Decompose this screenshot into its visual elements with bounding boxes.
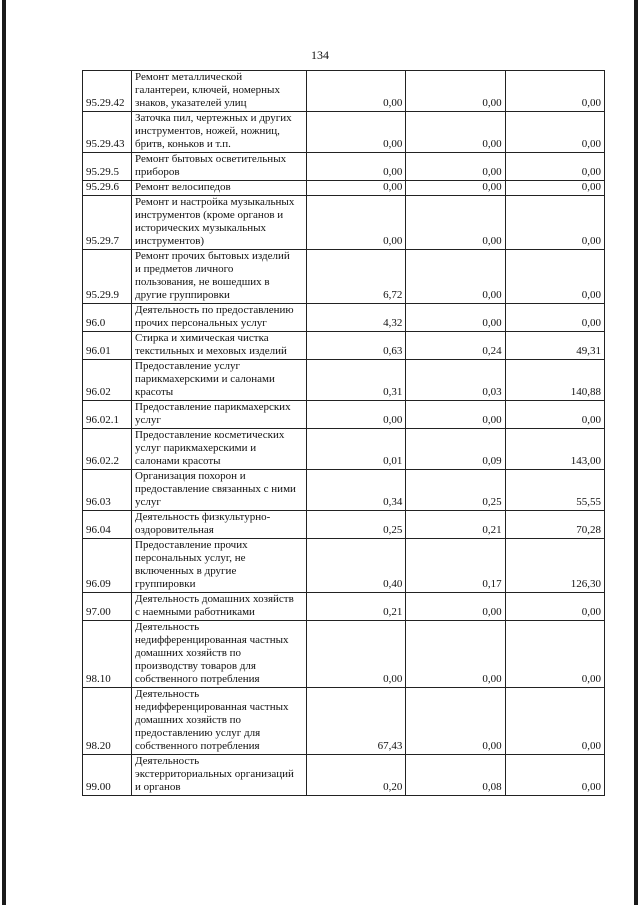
table-row — [83, 153, 605, 181]
table-row — [83, 196, 605, 250]
row-value-2: 0,00 — [406, 304, 505, 332]
table-body — [83, 71, 605, 796]
row-name: Ремонт и настройка музыкальных инструментов (кроме органов и исторических музыкальных инструментов) — [132, 196, 307, 250]
row-value-3: 0,00 — [505, 196, 604, 250]
table-row — [83, 755, 605, 796]
row-value-1: 0,34 — [307, 470, 406, 511]
row-value-3: 0,00 — [505, 401, 604, 429]
row-name: Ремонт прочих бытовых изделий и предметов личного пользования, не вошедших в другие группировки — [132, 250, 307, 304]
table-row — [83, 332, 605, 360]
row-value-3: 0,00 — [505, 181, 604, 196]
row-code: 95.29.5 — [83, 153, 132, 181]
row-value-3: 0,00 — [505, 153, 604, 181]
page-number: 134 — [311, 48, 329, 62]
row-code: 99.00 — [83, 755, 132, 796]
row-value-3: 126,30 — [505, 539, 604, 593]
row-name: Стирка и химическая чистка текстильных и меховых изделий — [132, 332, 307, 360]
row-name: Деятельность недифференцированная частных домашних хозяйств по предоставлению услуг для собственного потребления — [132, 688, 307, 755]
row-name: Организация похорон и предоставление связанных с ними услуг — [132, 470, 307, 511]
row-value-3: 0,00 — [505, 755, 604, 796]
row-value-2: 0,00 — [406, 112, 505, 153]
table-row — [83, 429, 605, 470]
row-value-2: 0,09 — [406, 429, 505, 470]
table-row — [83, 112, 605, 153]
row-value-1: 0,00 — [307, 71, 406, 112]
row-value-1: 0,00 — [307, 181, 406, 196]
table-row — [83, 360, 605, 401]
row-value-1: 0,31 — [307, 360, 406, 401]
row-value-3: 0,00 — [505, 250, 604, 304]
row-value-1: 0,63 — [307, 332, 406, 360]
table-row — [83, 511, 605, 539]
row-value-2: 0,00 — [406, 593, 505, 621]
row-value-2: 0,00 — [406, 688, 505, 755]
row-name: Заточка пил, чертежных и других инструментов, ножей, ножниц, бритв, коньков и т.п. — [132, 112, 307, 153]
row-value-2: 0,17 — [406, 539, 505, 593]
row-value-2: 0,08 — [406, 755, 505, 796]
row-value-2: 0,21 — [406, 511, 505, 539]
row-name: Ремонт велосипедов — [132, 181, 307, 196]
row-code: 96.04 — [83, 511, 132, 539]
table-row — [83, 71, 605, 112]
row-value-1: 0,20 — [307, 755, 406, 796]
row-code: 96.02 — [83, 360, 132, 401]
row-name: Деятельность недифференцированная частных домашних хозяйств по производству товаров для собственного потребления — [132, 621, 307, 688]
row-name: Деятельность физкультурно- оздоровительная — [132, 511, 307, 539]
row-value-1: 0,00 — [307, 401, 406, 429]
table-row — [83, 401, 605, 429]
row-value-2: 0,00 — [406, 71, 505, 112]
row-value-2: 0,00 — [406, 621, 505, 688]
table-row — [83, 470, 605, 511]
row-code: 98.20 — [83, 688, 132, 755]
row-value-2: 0,00 — [406, 153, 505, 181]
data-table — [82, 70, 605, 796]
row-value-2: 0,24 — [406, 332, 505, 360]
row-value-2: 0,00 — [406, 196, 505, 250]
row-name: Предоставление услуг парикмахерскими и салонами красоты — [132, 360, 307, 401]
row-name: Предоставление парикмахерских услуг — [132, 401, 307, 429]
row-value-1: 67,43 — [307, 688, 406, 755]
row-name: Ремонт бытовых осветительных приборов — [132, 153, 307, 181]
row-value-3: 0,00 — [505, 621, 604, 688]
table-row — [83, 621, 605, 688]
row-name: Деятельность домашних хозяйств с наемными работниками — [132, 593, 307, 621]
row-code: 96.0 — [83, 304, 132, 332]
row-value-3: 0,00 — [505, 688, 604, 755]
row-name: Ремонт металлической галантереи, ключей, номерных знаков, указателей улиц — [132, 71, 307, 112]
row-value-3: 55,55 — [505, 470, 604, 511]
row-value-1: 0,25 — [307, 511, 406, 539]
row-value-3: 0,00 — [505, 304, 604, 332]
row-code: 95.29.43 — [83, 112, 132, 153]
row-name: Деятельность по предоставлению прочих персональных услуг — [132, 304, 307, 332]
scan-right-border — [634, 0, 638, 905]
row-value-3: 0,00 — [505, 71, 604, 112]
row-value-1: 0,00 — [307, 153, 406, 181]
row-value-3: 140,88 — [505, 360, 604, 401]
row-value-1: 0,40 — [307, 539, 406, 593]
row-code: 95.29.9 — [83, 250, 132, 304]
row-value-2: 0,00 — [406, 250, 505, 304]
row-value-2: 0,00 — [406, 401, 505, 429]
table-row — [83, 688, 605, 755]
row-value-1: 4,32 — [307, 304, 406, 332]
row-value-2: 0,25 — [406, 470, 505, 511]
row-value-1: 0,01 — [307, 429, 406, 470]
row-value-2: 0,03 — [406, 360, 505, 401]
table-row — [83, 593, 605, 621]
row-name: Деятельность экстерриториальных организаций и органов — [132, 755, 307, 796]
row-value-3: 0,00 — [505, 593, 604, 621]
row-value-3: 49,31 — [505, 332, 604, 360]
row-value-1: 0,00 — [307, 621, 406, 688]
row-code: 95.29.42 — [83, 71, 132, 112]
row-code: 96.09 — [83, 539, 132, 593]
row-code: 98.10 — [83, 621, 132, 688]
table-row — [83, 304, 605, 332]
row-value-1: 0,00 — [307, 112, 406, 153]
row-code: 96.02.2 — [83, 429, 132, 470]
row-code: 95.29.7 — [83, 196, 132, 250]
table-row — [83, 181, 605, 196]
row-value-2: 0,00 — [406, 181, 505, 196]
row-code: 97.00 — [83, 593, 132, 621]
scan-left-border — [2, 0, 6, 905]
row-value-3: 0,00 — [505, 112, 604, 153]
row-code: 96.03 — [83, 470, 132, 511]
row-value-1: 6,72 — [307, 250, 406, 304]
table-row — [83, 539, 605, 593]
row-code: 96.01 — [83, 332, 132, 360]
row-value-3: 70,28 — [505, 511, 604, 539]
row-name: Предоставление прочих персональных услуг, не включенных в другие группировки — [132, 539, 307, 593]
row-value-3: 143,00 — [505, 429, 604, 470]
row-code: 95.29.6 — [83, 181, 132, 196]
row-code: 96.02.1 — [83, 401, 132, 429]
row-value-1: 0,21 — [307, 593, 406, 621]
row-value-1: 0,00 — [307, 196, 406, 250]
table-row — [83, 250, 605, 304]
row-name: Предоставление косметических услуг парикмахерскими и салонами красоты — [132, 429, 307, 470]
